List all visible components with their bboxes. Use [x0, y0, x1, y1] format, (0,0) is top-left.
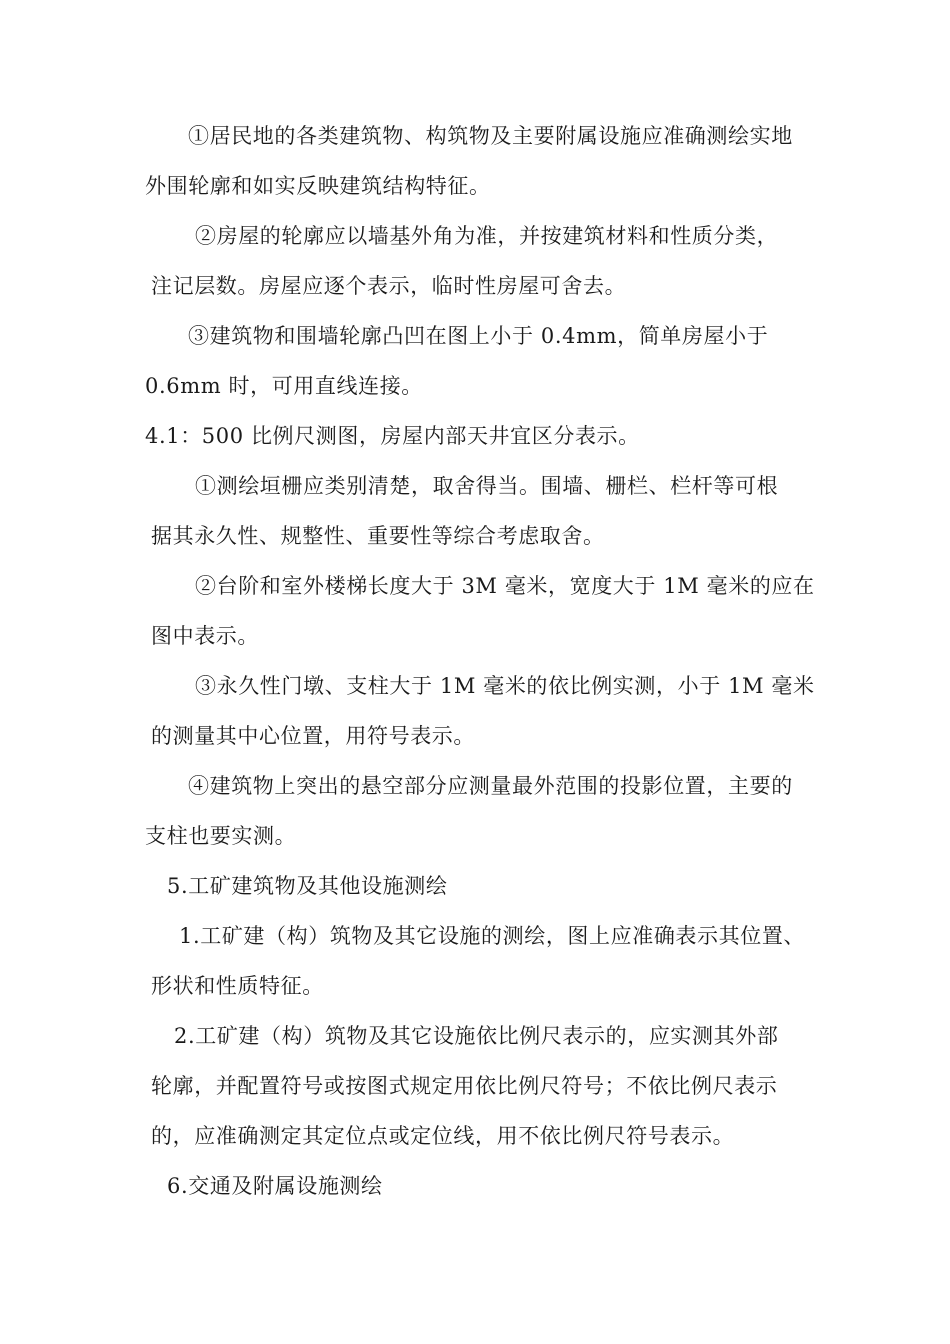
paragraph-line: 据其永久性、规整性、重要性等综合考虑取舍。 [151, 524, 605, 548]
paragraph-line: ③永久性门墩、支柱大于 1M 毫米的依比例实测，小于 1M 毫米 [195, 674, 815, 698]
paragraph-line: 的，应准确测定其定位点或定位线，用不依比例尺符号表示。 [151, 1124, 735, 1148]
paragraph-line: 4.1：500 比例尺测图，房屋内部天井宜区分表示。 [145, 424, 640, 448]
paragraph-line: 1.工矿建（构）筑物及其它设施的测绘，图上应准确表示其位置、 [179, 924, 806, 948]
paragraph-line: 2.工矿建（构）筑物及其它设施依比例尺表示的，应实测其外部 [174, 1024, 779, 1048]
paragraph-line: ①测绘垣栅应类别清楚，取舍得当。围墙、栅栏、栏杆等可根 [195, 474, 779, 498]
paragraph-line: ②房屋的轮廓应以墙基外角为准，并按建筑材料和性质分类， [195, 224, 779, 248]
paragraph-line: 注记层数。房屋应逐个表示，临时性房屋可舍去。 [151, 274, 627, 298]
paragraph-line: ③建筑物和围墙轮廓凸凹在图上小于 0.4mm，简单房屋小于 [188, 324, 769, 348]
paragraph-line: ④建筑物上突出的悬空部分应测量最外范围的投影位置，主要的 [188, 774, 793, 798]
paragraph-line: 支柱也要实测。 [145, 824, 297, 848]
paragraph-line: 图中表示。 [151, 624, 259, 648]
paragraph-line: 形状和性质特征。 [151, 974, 324, 998]
paragraph-line: 0.6mm 时，可用直线连接。 [145, 374, 423, 398]
paragraph-line: 的测量其中心位置，用符号表示。 [151, 724, 475, 748]
section-heading: 6.交通及附属设施测绘 [167, 1174, 383, 1198]
section-heading: 5.工矿建筑物及其他设施测绘 [167, 874, 448, 898]
paragraph-line: ②台阶和室外楼梯长度大于 3M 毫米，宽度大于 1M 毫米的应在 [195, 574, 815, 598]
paragraph-line: 外围轮廓和如实反映建筑结构特征。 [145, 174, 491, 198]
paragraph-line: 轮廓，并配置符号或按图式规定用依比例尺符号；不依比例尺表示 [151, 1074, 778, 1098]
paragraph-line: ①居民地的各类建筑物、构筑物及主要附属设施应准确测绘实地 [188, 124, 793, 148]
